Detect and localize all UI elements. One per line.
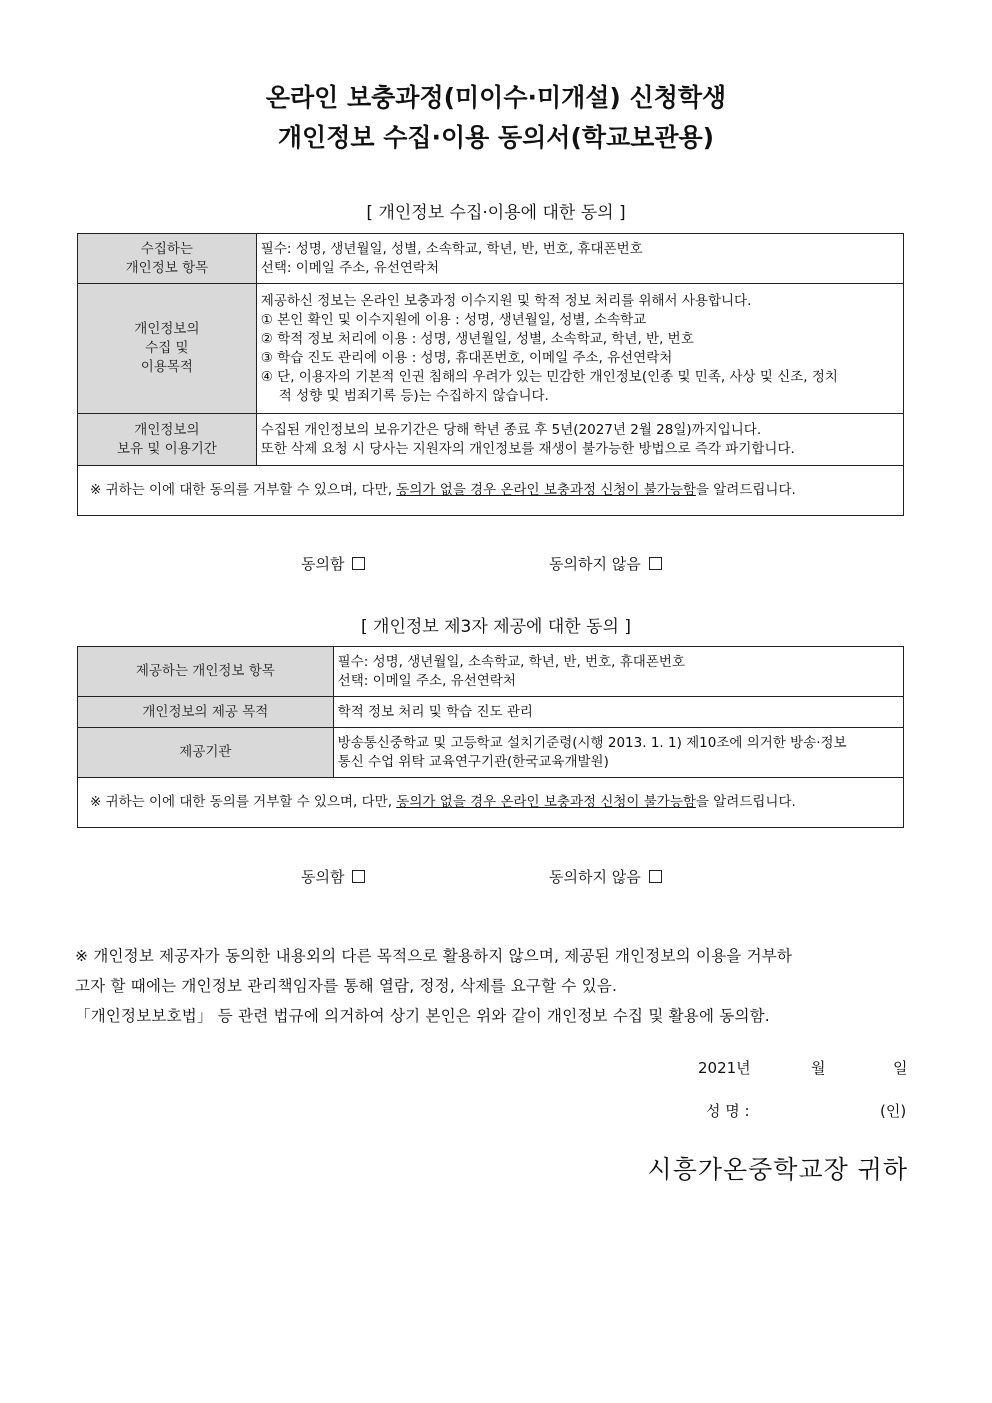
disagree-label: 동의하지 않음 (549, 555, 641, 573)
value-line: 학적 정보 처리 및 학습 진도 관리 (337, 703, 533, 720)
value-line: 제공하신 정보는 온라인 보충과정 이수지원 및 학적 정보 처리를 위해서 사용합니다. (260, 292, 752, 309)
agree-label: 동의함 (301, 555, 345, 573)
label-line: 수집하는 (140, 240, 193, 257)
date-year: 2021년 (698, 1059, 751, 1077)
value-line: ① 본인 확인 및 이수지원에 이용 : 성명, 생년월일, 성별, 소속학교 (260, 311, 647, 328)
value-line: 필수: 성명, 생년월일, 소속학교, 학년, 반, 번호, 휴대폰번호 (337, 653, 685, 670)
disagree-label: 동의하지 않음 (549, 868, 641, 886)
footer-line: 「개인정보보호법」 등 관련 법규에 의거하여 상기 본인은 위와 같이 개인정보 수집 및 활용에 동의함. (75, 1007, 770, 1025)
row-value (256, 284, 903, 414)
value-line: 통신 수업 위탁 교육연구기관(한국교육개발원) (337, 753, 609, 770)
page-title-line2: 개인정보 수집·이용 동의서(학교보관용) (277, 123, 715, 152)
table-row (78, 414, 904, 466)
notice-underlined: 동의가 없을 경우 온라인 보충과정 신청이 불가능함 (396, 794, 696, 810)
agree-option[interactable] (301, 866, 365, 887)
table-row (78, 778, 904, 828)
row-value (333, 697, 903, 728)
label-line: 이용목적 (140, 359, 193, 375)
table-row (78, 284, 904, 414)
refusal-notice (78, 778, 904, 828)
refusal-notice (78, 466, 904, 516)
value-line: ④ 단, 이용자의 기본적 인권 침해의 우려가 있는 민감한 개인정보(인종 및 민족, 사상 및 신조, 정치 (260, 368, 838, 385)
row-value (256, 234, 903, 284)
disagree-option[interactable] (549, 553, 662, 574)
row-label: 제공하는 개인정보 항목 (78, 647, 334, 697)
name-label: 성 명 : (706, 1102, 750, 1120)
row-label: 제공기관 (78, 728, 334, 778)
value-line: 또한 삭제 요청 시 당사는 지원자의 개인정보를 재생이 불가능한 방법으로 즉각 파기합니다. (260, 440, 795, 457)
footer-line: 고자 할 때에는 개인정보 관리책임자를 통해 열람, 정정, 삭제를 요구할 수 있음. (75, 977, 618, 995)
footer-line: ※ 개인정보 제공자가 동의한 내용외의 다른 목적으로 활용하지 않으며, 제공된 개인정보의 이용을 거부하 (75, 947, 793, 965)
date-day: 일 (893, 1059, 908, 1077)
disagree-checkbox[interactable] (649, 557, 662, 570)
value-line: 선택: 이메일 주소, 유선연락처 (337, 672, 516, 689)
disagree-option[interactable] (549, 866, 662, 887)
label-line: 보유 및 이용기간 (116, 440, 217, 457)
section1-heading: [ 개인정보 수집·이용에 대한 동의 ] (366, 203, 626, 223)
recipient-line: 시흥가온중학교장 귀하 (647, 1155, 908, 1184)
agree-checkbox[interactable] (352, 870, 365, 883)
seal-mark: (인) (880, 1102, 907, 1120)
row-label (78, 414, 257, 466)
label-line: 개인정보의 (134, 321, 200, 337)
section2-heading: [ 개인정보 제3자 제공에 대한 동의 ] (361, 617, 631, 637)
table-row (78, 697, 904, 728)
agree-checkbox[interactable] (352, 557, 365, 570)
notice-text: 을 알려드립니다. (695, 482, 796, 498)
label-line: 개인정보 항목 (125, 259, 209, 276)
label-line: 개인정보의 (134, 421, 200, 438)
value-line: 선택: 이메일 주소, 유선연락처 (260, 259, 439, 276)
notice-text: ※ 귀하는 이에 대한 동의를 거부할 수 있으며, 다만, (90, 482, 397, 498)
row-label (78, 284, 257, 414)
page-title-line1: 온라인 보충과정(미이수·미개설) 신청학생 (265, 83, 727, 112)
value-line: 수집된 개인정보의 보유기간은 당해 학년 종료 후 5년(2027년 2월 28일)까지입니다. (260, 421, 762, 438)
table-row (78, 728, 904, 778)
notice-text: ※ 귀하는 이에 대한 동의를 거부할 수 있으며, 다만, (90, 794, 397, 810)
disagree-checkbox[interactable] (649, 870, 662, 883)
table-row (78, 234, 904, 284)
agree-label: 동의함 (301, 868, 345, 886)
value-line: ③ 학습 진도 관리에 이용 : 성명, 휴대폰번호, 이메일 주소, 유선연락처 (260, 349, 673, 366)
row-value (333, 647, 903, 697)
row-value (333, 728, 903, 778)
row-value (256, 414, 903, 466)
value-line: 방송통신중학교 및 고등학교 설치기준령(시행 2013. 1. 1) 제10조에 의거한 방송·정보 (337, 734, 847, 751)
label-line: 수집 및 (145, 340, 189, 356)
date-month: 월 (811, 1059, 826, 1077)
collection-consent-table (77, 233, 904, 516)
value-line: 적 성향 및 범죄기록 등)는 수집하지 않습니다. (278, 387, 549, 404)
value-line: 필수: 성명, 생년월일, 성별, 소속학교, 학년, 반, 번호, 휴대폰번호 (260, 240, 643, 257)
row-label (78, 234, 257, 284)
value-line: ② 학적 정보 처리에 이용 : 성명, 생년월일, 성별, 소속학교, 학년, 반, 번호 (260, 330, 694, 347)
agree-option[interactable] (301, 553, 365, 574)
notice-text: 을 알려드립니다. (695, 794, 796, 810)
footer-statement (75, 941, 910, 1031)
notice-underlined: 동의가 없을 경우 온라인 보충과정 신청이 불가능함 (396, 482, 696, 498)
third-party-consent-table (77, 646, 904, 828)
table-row (78, 466, 904, 516)
row-label: 개인정보의 제공 목적 (78, 697, 334, 728)
table-row (78, 647, 904, 697)
